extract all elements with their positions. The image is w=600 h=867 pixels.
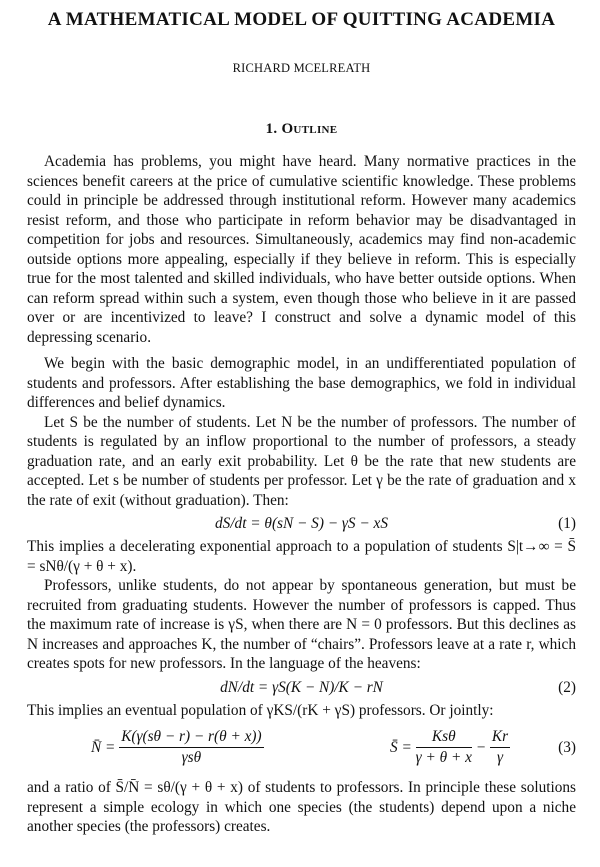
equation-3-right-fraction-2 [490, 728, 510, 767]
paragraph-professors: Professors, unlike students, do not appear by spontaneous generation, but must be recruited from graduating students. However the number of professors is capped. Thus the maximum rate of increase is γS, when there are N = 0 professors. But this declines as N increases and approaches K, the number of “chairs”. Professors leave at a rate r, which creates spots for new professors. In the language of the heavens: [27, 577, 576, 672]
paragraph-ratio: and a ratio of S̄/N̄ = sθ/(γ + θ + x) of students to professors. In principle these solutions represent a simple ecology in which one species (the students) depend upon a niche another species (the professors) creates. [27, 779, 576, 835]
equation-3-right-numerator-2: Kr [490, 728, 510, 748]
equation-3 [27, 720, 576, 778]
equation-1-number: (1) [558, 515, 576, 532]
equation-3-right-numerator-1: Ksθ [416, 728, 472, 748]
paragraph-student-equilibrium: This implies a decelerating exponential approach to a population of students S|t→∞ = S̄ = sNθ/(γ + θ + x). [27, 538, 576, 575]
equation-3-students [390, 728, 510, 767]
paragraph-professor-equilibrium: This implies an eventual population of γKS/(rK + γS) professors. Or jointly: [27, 701, 494, 719]
equation-3-left-fraction [119, 728, 263, 767]
paragraph-intro: Academia has problems, you might have heard. Many normative practices in the sciences benefit careers at the price of cumulative scientific knowledge. These problems could in principle be addressed through institutional reform. However many academics resist reform, and those who participate in reform behavior may be disadvantaged in competition for jobs and resources. Simultaneously, academics may find non-academic outside options more appealing, especially if they believe in reform. This is especially true for the most talented and skilled individuals, who have better outside options. When can reform spread within such a system, even though those who believe in it are passed over or are incentivized to leave? I construct and solve a dynamic model of this depressing scenario. [27, 153, 576, 346]
equation-3-right-fraction-1 [416, 728, 472, 767]
equation-3-number: (3) [558, 739, 576, 756]
section-heading: 1. Outline [265, 121, 338, 137]
equation-3-left-lhs: N̄ = [91, 738, 116, 756]
author-name: RICHARD MCELREATH [232, 61, 371, 75]
equation-2 [27, 674, 576, 701]
paragraph-students: Let S be the number of students. Let N be the number of professors. The number of students is regulated by an inflow proportional to the number of professors, a steady graduation rate, and an early exit probability. Let θ be the rate that new students are accepted. Let s be number of students per professor. Let γ be the rate of graduation and x the rate of exit (without graduation). Then: [27, 413, 576, 509]
equation-1 [27, 510, 576, 537]
equation-2-body: dN/dt = γS(K − N)/K − rN [220, 678, 383, 696]
equation-2-number: (2) [558, 678, 576, 696]
equation-3-right-lhs: S̄ = [390, 738, 412, 756]
equation-3-professors [91, 728, 264, 767]
equation-1-body: dS/dt = θ(sN − S) − γS − xS [215, 515, 388, 532]
equation-3-minus: − [475, 738, 487, 756]
equation-3-left-numerator: K(γ(sθ − r) − r(θ + x)) [119, 728, 263, 748]
equation-3-right-denominator-1: γ + θ + x [415, 749, 472, 766]
paragraph-demographics: We begin with the basic demographic model, in an undifferentiated population of students and professors. After establishing the base demographics, we fold in individual differences and belief dynamics. [27, 355, 576, 411]
paper-title: A MATHEMATICAL MODEL OF QUITTING ACADEMIA [47, 9, 556, 30]
equation-3-left-denominator: γsθ [181, 749, 202, 766]
equation-3-right-denominator-2: γ [496, 749, 503, 766]
